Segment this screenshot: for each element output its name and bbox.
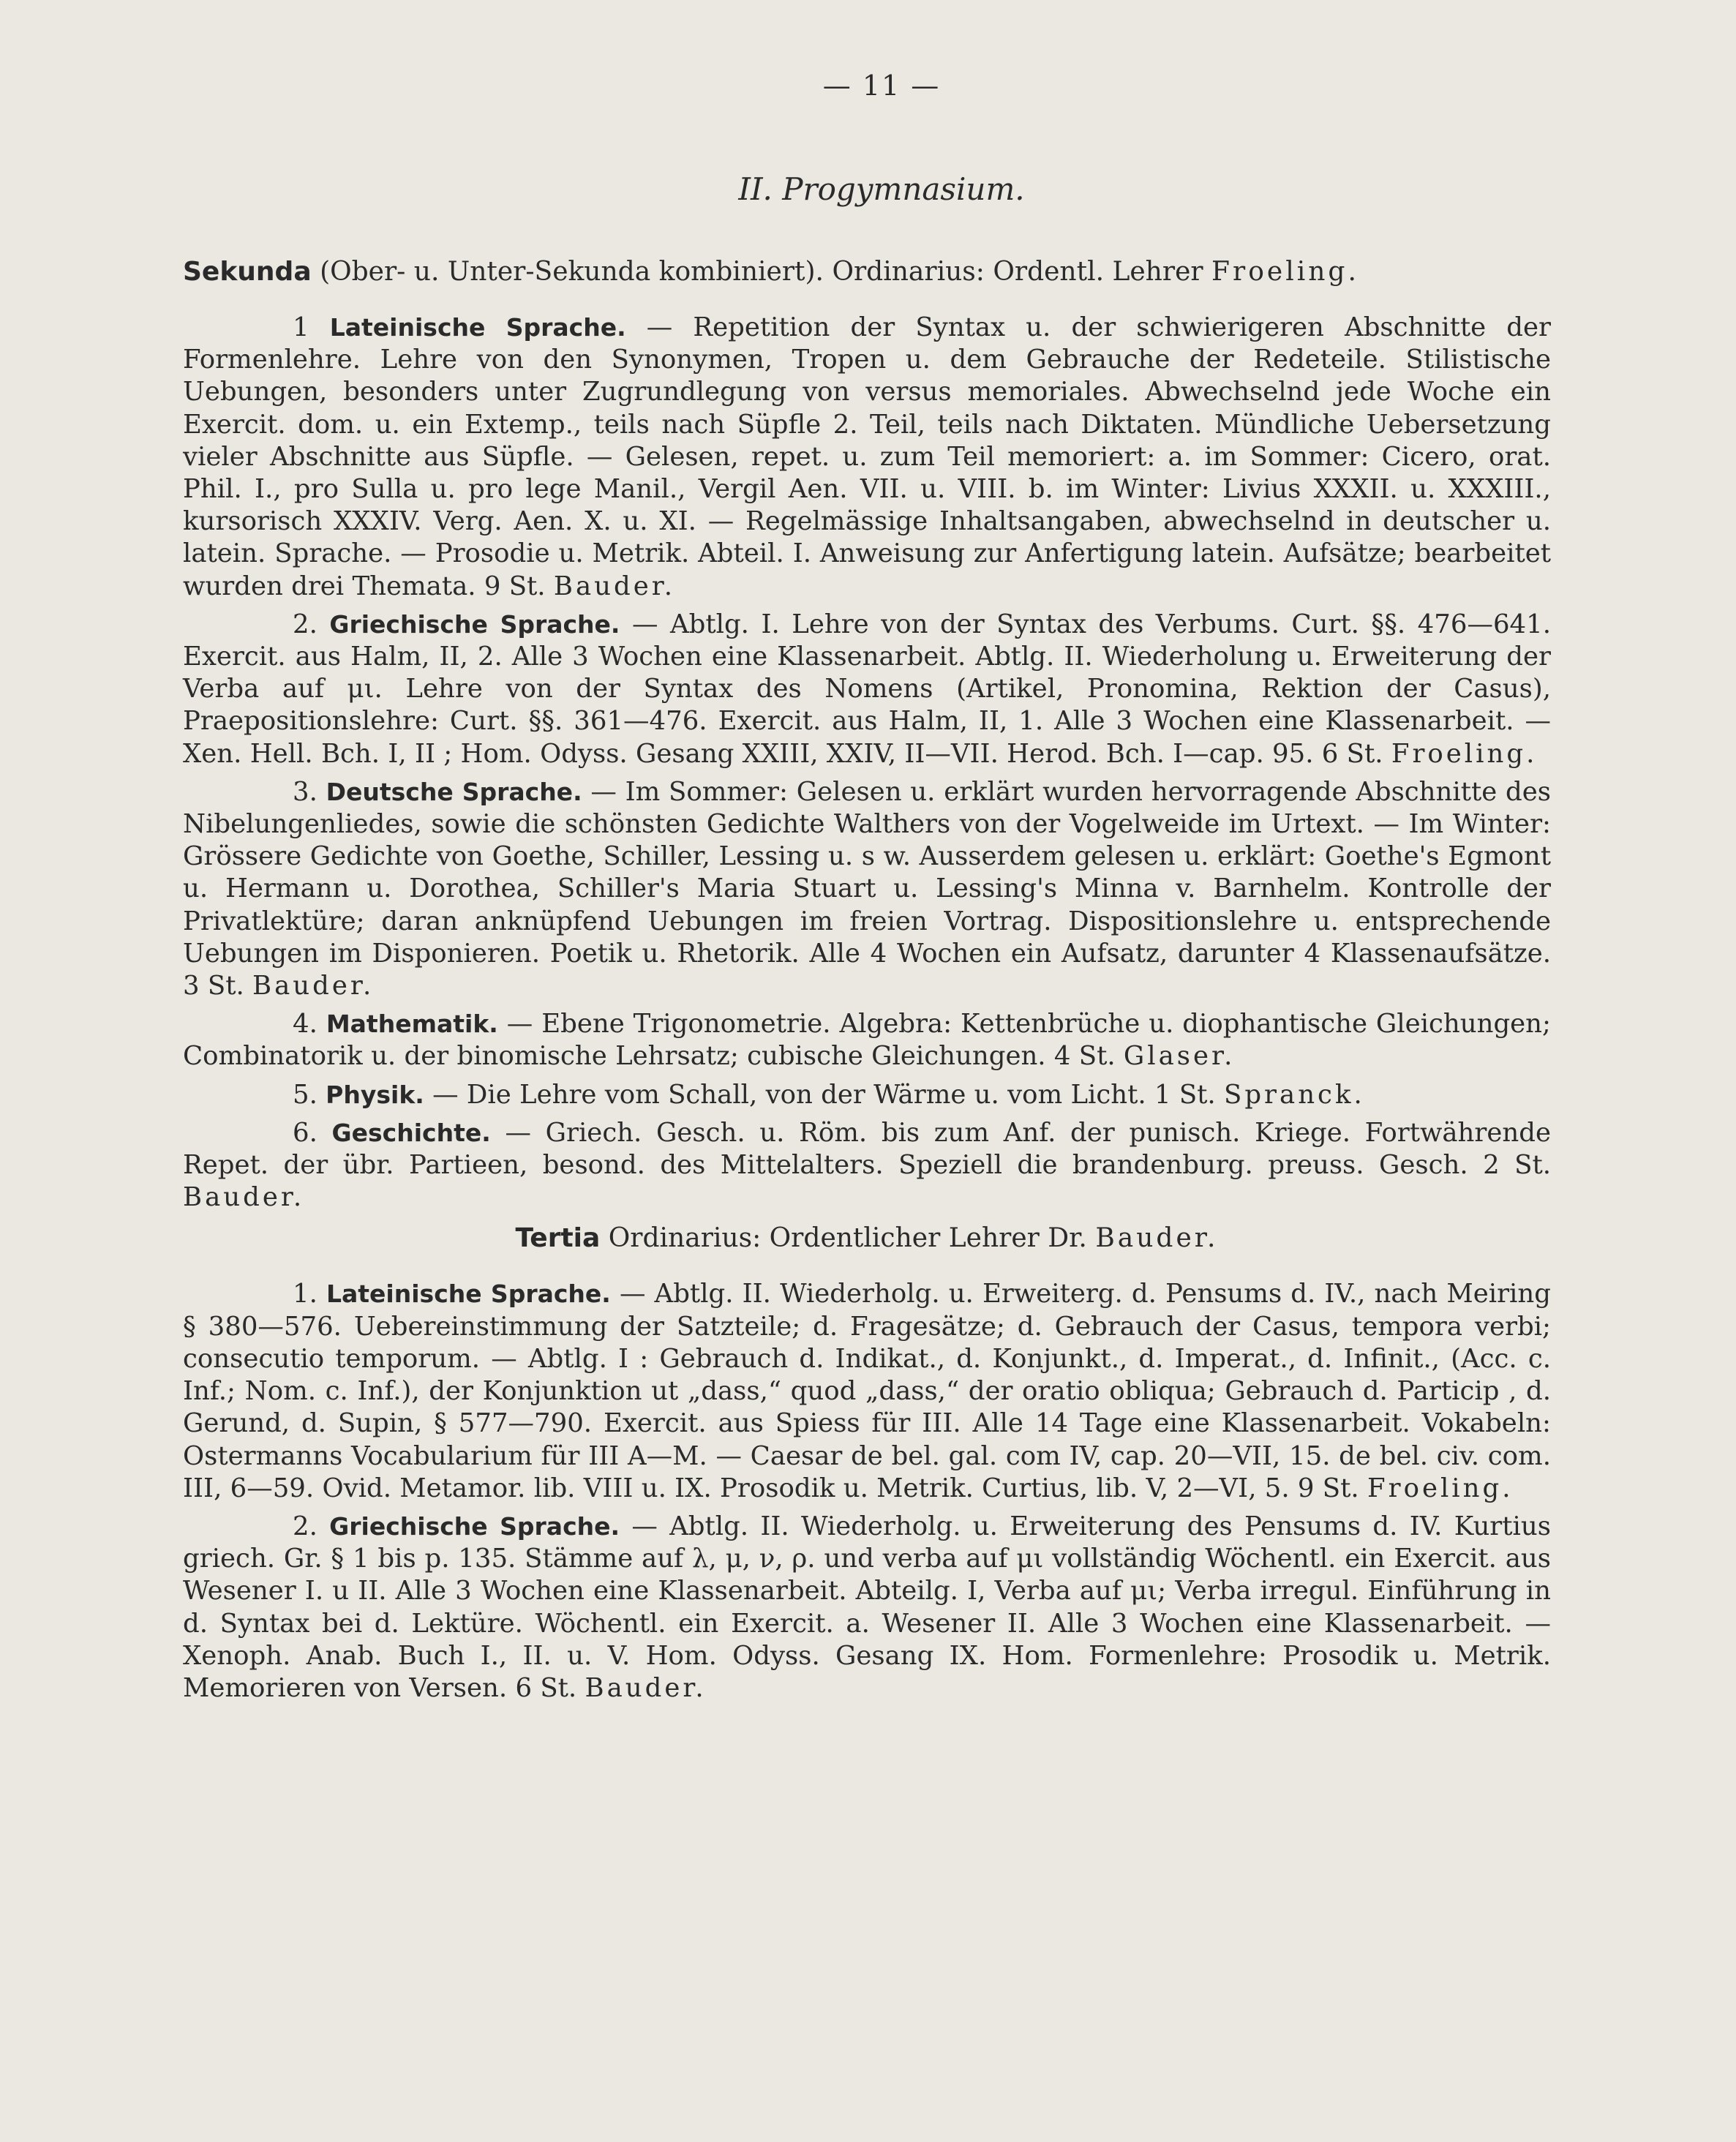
subject-number: 6. — [293, 1117, 317, 1148]
ordinarius-teacher: Froeling. — [1211, 257, 1359, 287]
subject-number: 2. — [293, 1511, 317, 1541]
sekunda-subject-history — [183, 1117, 1551, 1214]
subject-name: Deutsche Sprache. — [326, 777, 582, 806]
subject-teacher: Bauder. — [252, 971, 375, 1002]
subject-text: — Abtlg. II. Wiederholg. u. Erweiterg. d. Pensums d. IV., nach Meiring § 380—576. Uebereinstimmung der Satzteile; d. Fragesätze; d. Gebrauch der Casus, tempora verbi; consecutio temporum. — Abtlg. I : Gebrauch d. Indikat., d. Konjunkt., d. Imperat., d. Infinit., (Acc. c. Inf.; Nom. c. Inf.), der Konjunktion ut „dass,“ quod „dass,“ der oratio obliqua; Gebrauch d. Particip , d. Gerund, d. Supin, § 577—790. Exercit. aus Spiess für III. Alle 14 Tage eine Klassenarbeit. Vokabeln: Ostermanns Vocabularium für III A—M. — Caesar de bel. gal. com IV, cap. 20—VII, 15. de bel. civ. com. III, 6—59. Ovid. Metamor. lib. VIII u. IX. Prosodik u. Metrik. Curtius, lib. V, 2—VI, 5. 9 St. — [183, 1279, 1551, 1503]
tertia-subject-latin — [183, 1278, 1551, 1504]
subject-text: — Repetition der Syntax u. der schwierigeren Abschnitte der Formenlehre. Lehre von den Synonymen, Tropen u. dem Gebrauche der Redeteile. Stilistische Uebungen, besonders unter Zugrundlegung von versus memoriales. Abwechselnd jede Woche ein Exercit. dom. u. ein Extemp., teils nach Süpfle 2. Teil, teils nach Diktaten. Mündliche Uebersetzung vieler Abschnitte aus Süpfle. — Gelesen, repet. u. zum Teil memoriert: a. im Sommer: Cicero, orat. Phil. I., pro Sulla u. pro lege Manil., Vergil Aen. VII. u. VIII. b. im Winter: Livius XXXII. u. XXXIII., kursorisch XXXIV. Verg. Aen. X. u. XI. — Regelmässige Inhaltsangaben, abwechselnd in deutscher u. latein. Sprache. — Prosodie u. Metrik. Abteil. I. Anweisung zur Anfertigung latein. Aufsätze; bearbeitet wurden drei Themata. 9 St. — [183, 312, 1551, 601]
sekunda-subject-latin — [183, 312, 1551, 603]
sekunda-subject-greek — [183, 609, 1551, 770]
section-title: II. Progymnasium. — [738, 171, 1025, 207]
subject-text: — Ebene Trigonometrie. Algebra: Kettenbrüche u. diophantische Gleichungen; Combinatorik u. der binomische Lehrsatz; cubische Gleichungen. 4 St. — [183, 1009, 1551, 1072]
subject-teacher: Glaser. — [1123, 1041, 1236, 1072]
subject-number: 2. — [293, 609, 317, 639]
sekunda-heading — [183, 255, 1551, 290]
subject-number: 1. — [293, 1279, 317, 1309]
ordinarius-title: Ordentl. Lehrer — [993, 257, 1203, 287]
subject-number: 1 — [293, 312, 309, 342]
ordinarius-label: Ordinarius: — [832, 257, 985, 287]
sekunda-note: (Ober- u. Unter-Sekunda kombiniert). — [320, 257, 824, 287]
subject-teacher: Froeling. — [1391, 738, 1538, 769]
class-name-tertia: Tertia — [515, 1223, 601, 1254]
page-number: — 11 — — [822, 69, 941, 102]
subject-teacher: Bauder. — [183, 1182, 305, 1213]
subject-text: — Die Lehre vom Schall, von der Wärme u. vom Licht. 1 St. — [432, 1079, 1216, 1110]
subject-text: — Griech. Gesch. u. Röm. bis zum Anf. der punisch. Kriege. Fortwährende Repet. der übr. Partieen, besond. des Mittelalters. Speziell die brandenburg. preuss. Gesch. 2 St. — [183, 1117, 1551, 1181]
sekunda-subject-german — [183, 776, 1551, 1002]
subject-text: — Abtlg. I. Lehre von der Syntax des Verbums. Curt. §§. 476—641. Exercit. aus Halm, II, 2. Alle 3 Wochen eine Klassenarbeit. Abtlg. II. Wiederholung u. Erweiterung der Verba auf μι. Lehre von der Syntax des Nomens (Artikel, Pronomina, Rektion der Casus), Praepositionslehre: Curt. §§. 361—476. Exercit. aus Halm, II, 1. Alle 3 Wochen eine Klassenarbeit. — Xen. Hell. Bch. I, II ; Hom. Odyss. Gesang XXIII, XXIV, II—VII. Herod. Bch. I—cap. 95. 6 St. — [183, 609, 1551, 769]
subject-name: Mathematik. — [326, 1010, 498, 1039]
subject-name: Griechische Sprache. — [329, 609, 620, 639]
ordinarius-label: Ordinarius: — [608, 1223, 762, 1254]
subject-teacher: Bauder. — [585, 1672, 707, 1703]
tertia-heading — [183, 1221, 1551, 1256]
subject-name: Geschichte. — [331, 1118, 491, 1147]
subject-number: 4. — [293, 1009, 317, 1040]
subject-text: — Abtlg. II. Wiederholg. u. Erweiterung des Pensums d. IV. Kurtius griech. Gr. § 1 bis p. 135. Stämme auf λ, μ, ν, ρ. und verba auf μι vollständig Wöchentl. ein Exercit. aus Wesener I. u II. Alle 3 Wochen eine Klassenarbeit. Abteilg. I, Verba auf μι; Verba irregul. Einführung in d. Syntax bei d. Lektüre. Wöchentl. ein Exercit. a. Wesener II. Alle 3 Wochen eine Klassenarbeit. — Xenoph. Anab. Buch I., II. u. V. Hom. Odyss. Gesang IX. Hom. Formenlehre: Prosodik u. Metrik. Memorieren von Versen. 6 St. — [183, 1511, 1551, 1703]
ordinarius-title: Ordentlicher Lehrer Dr. — [769, 1223, 1087, 1254]
subject-teacher: Bauder. — [553, 571, 676, 601]
subject-name: Lateinische Sprache. — [326, 1279, 611, 1309]
subject-name: Lateinische Sprache. — [329, 313, 626, 342]
sekunda-subject-physics — [183, 1079, 1551, 1111]
subject-number: 5. — [293, 1079, 317, 1110]
subject-number: 3. — [293, 776, 317, 807]
subject-teacher: Froeling. — [1367, 1473, 1514, 1503]
page-content — [183, 69, 1551, 1710]
subject-name: Griechische Sprache. — [329, 1511, 620, 1541]
tertia-subject-greek — [183, 1511, 1551, 1705]
ordinarius-teacher: Bauder. — [1095, 1223, 1219, 1254]
subject-teacher: Spranck. — [1224, 1079, 1365, 1110]
subject-name: Physik. — [326, 1080, 424, 1109]
class-name-sekunda: Sekunda — [183, 257, 312, 287]
subject-text: — Im Sommer: Gelesen u. erklärt wurden hervorragende Abschnitte des Nibelungenliedes, sowie die schönsten Gedichte Walthers von der Vogelweide im Urtext. — Im Winter: Grössere Gedichte von Goethe, Schiller, Lessing u. s w. Ausserdem gelesen u. erklärt: Goethe's Egmont u. Hermann u. Dorothea, Schiller's Maria Stuart u. Lessing's Minna v. Barnhelm. Kontrolle der Privatlektüre; daran anknüpfend Uebungen im freien Vortrag. Dispositionslehre u. entsprechende Uebungen im Disponieren. Poetik u. Rhetorik. Alle 4 Wochen ein Aufsatz, darunter 4 Klassenaufsätze. 3 St. — [183, 776, 1551, 1002]
sekunda-subject-math — [183, 1008, 1551, 1072]
